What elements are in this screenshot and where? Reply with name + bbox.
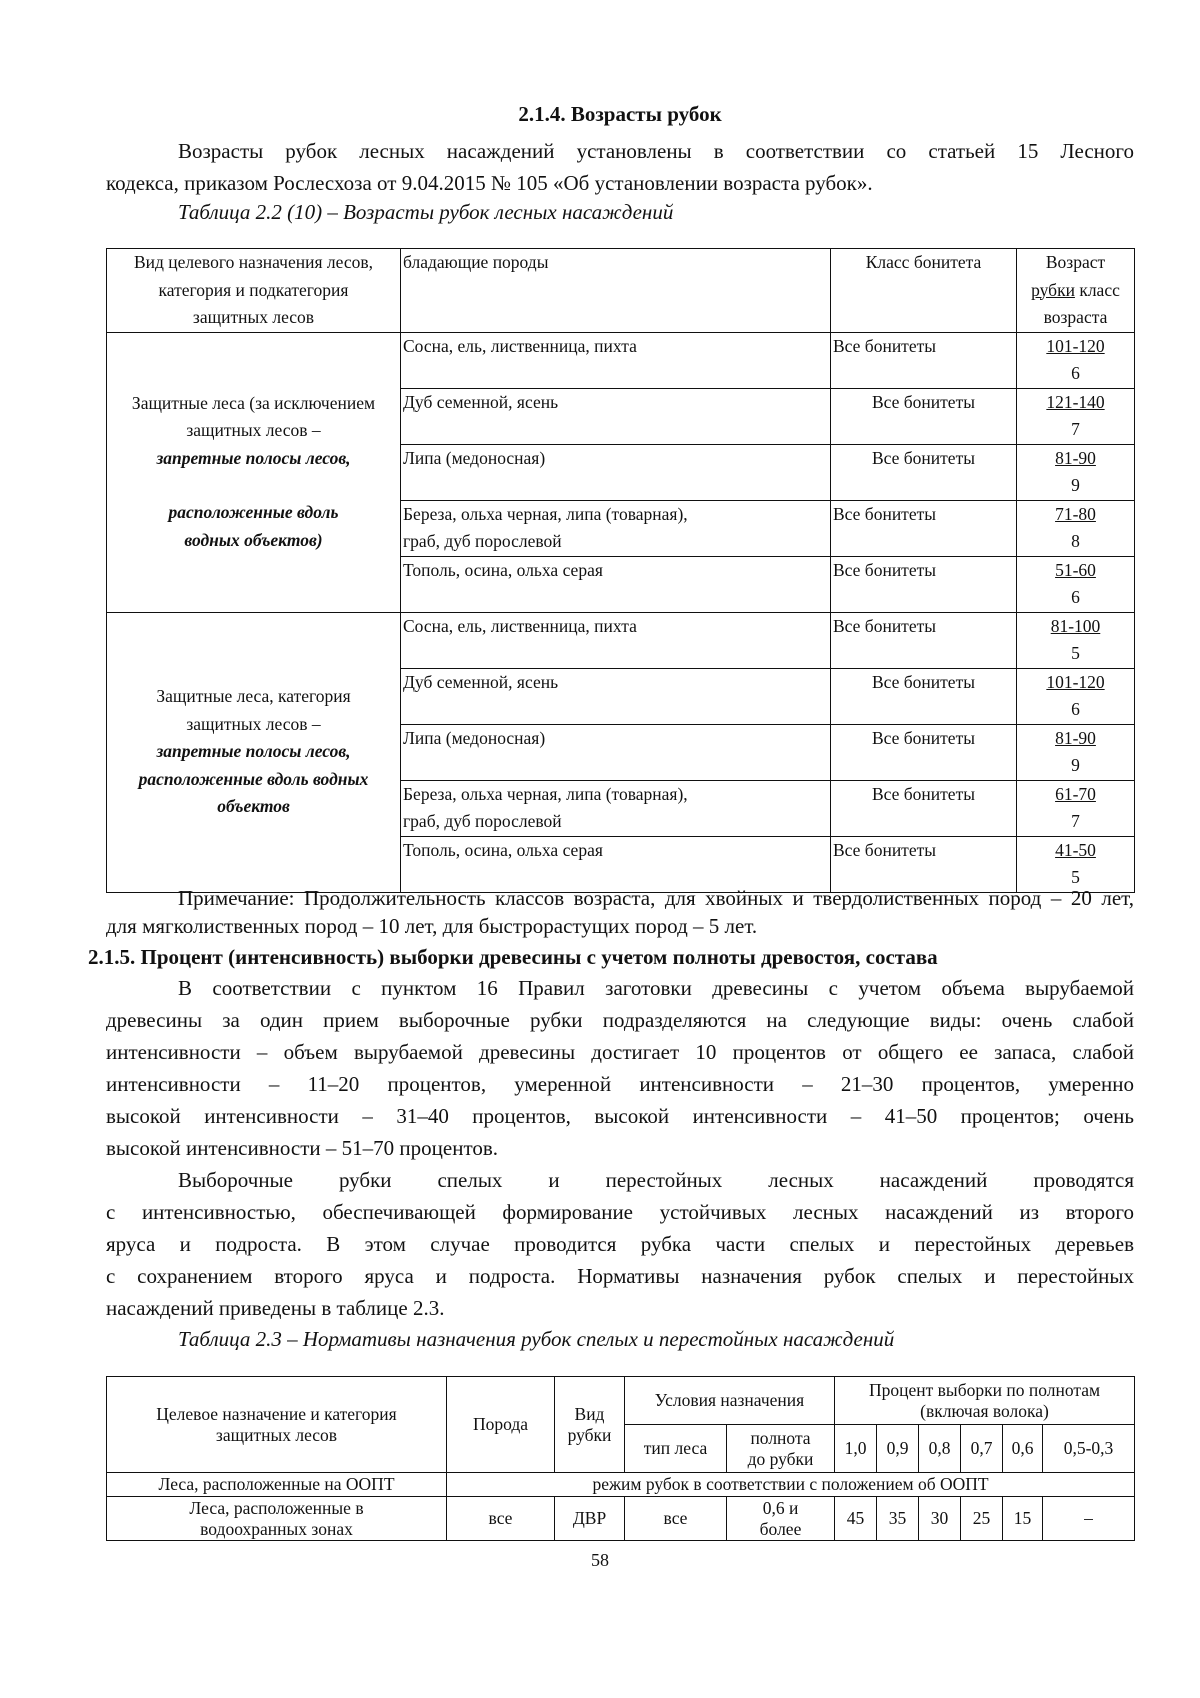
header-text: Вид целевого назначения лесов, (133, 252, 373, 272)
density-header: 0,9 (877, 1425, 919, 1473)
percent-cell: 15 (1003, 1497, 1043, 1541)
group-text: расположенные вдоль водных (138, 768, 369, 789)
percent-cell: 30 (919, 1497, 961, 1541)
group-text: защитных лесов – (186, 713, 321, 734)
density-text: более (759, 1518, 802, 1539)
density-text: 0,6 и (762, 1497, 799, 1518)
age-class: 9 (1071, 755, 1080, 775)
purpose-text: Леса, расположенные в (189, 1497, 364, 1518)
section-215-p2-line1: Выборочные рубки спелых и перестойных лесных насаждений проводятся (178, 1168, 1134, 1192)
purpose-text: водоохранных зонах (200, 1518, 353, 1539)
species-cell: Дуб семенной, ясень (401, 668, 831, 724)
table-23-header-percent (835, 1377, 1135, 1425)
age-range: 81-90 (1055, 447, 1096, 468)
age-cell (1017, 612, 1135, 668)
header-text: (включая волока) (920, 1400, 1049, 1421)
bonitet-cell: Все бонитеты (831, 668, 1017, 724)
section-215-p1-line2: древесины за один прием выборочные рубки подразделяются на следующие виды: очень слабой (106, 1008, 1134, 1032)
age-class: 7 (1071, 419, 1080, 439)
species-cell (401, 500, 831, 556)
species-text: Береза, ольха черная, липа (товарная), (403, 503, 688, 524)
density-cell (727, 1497, 835, 1541)
header-text: Целевое назначение и категория (156, 1403, 397, 1424)
section-215-p1-line4: интенсивности – 11–20 процентов, умеренной интенсивности – 21–30 процентов, умеренно (106, 1072, 1134, 1096)
header-text: категория и подкатегория (158, 279, 349, 300)
header-text: возраста (1043, 307, 1108, 327)
table-23 (106, 1376, 1135, 1541)
section-214-para-line2: кодекса, приказом Рослесхоза от 9.04.2015 № 105 «Об установлении возраста рубок». (106, 171, 873, 195)
purpose-cell (107, 1497, 447, 1541)
table-23-header-forest-type: тип леса (625, 1425, 727, 1473)
table-22-group1-cell (107, 332, 401, 612)
header-text: Процент выборки по полнотам (869, 1379, 1101, 1400)
table-22-caption: Таблица 2.2 (10) – Возрасты рубок лесных насаждений (178, 200, 674, 224)
species-cell: Тополь, осина, ольха серая (401, 556, 831, 612)
bonitet-cell: Все бонитеты (831, 836, 1017, 892)
age-cell (1017, 332, 1135, 388)
age-range: 51-60 (1055, 559, 1096, 580)
section-215-p1-line1: В соответствии с пунктом 16 Правил заготовки древесины с учетом объема вырубаемой (178, 976, 1134, 1000)
age-range: 41-50 (1055, 839, 1096, 860)
section-215-p1-line3: интенсивности – объем вырубаемой древесины достигает 10 процентов от общего ее запаса, слабой (106, 1040, 1134, 1064)
age-range: 61-70 (1055, 783, 1096, 804)
section-215-p2-line4: с сохранением второго яруса и подроста. Нормативы назначения рубок спелых и перестойных (106, 1264, 1134, 1288)
age-range: 101-120 (1046, 671, 1105, 692)
table-22-header-row (107, 249, 1135, 333)
table-22 (106, 248, 1135, 893)
age-range: 101-120 (1046, 335, 1105, 356)
section-215-title: 2.1.5. Процент (интенсивность) выборки древесины с учетом полноты древостоя, состава (88, 945, 938, 969)
section-215-p1-line5: высокой интенсивности – 31–40 процентов, высокой интенсивности – 41–50 процентов; очень (106, 1104, 1134, 1128)
table-22-header-purpose (107, 249, 401, 333)
header-text: полнота (750, 1427, 811, 1448)
age-class: 9 (1071, 475, 1080, 495)
note-line2: для мягколиственных пород – 10 лет, для быстрорастущих пород – 5 лет. (106, 914, 758, 938)
bonitet-cell: Все бонитеты (831, 780, 1017, 836)
table-row (107, 1473, 1135, 1497)
table-row (107, 612, 1135, 668)
section-214-para-line1: Возрасты рубок лесных насаждений установлены в соответствии со статьей 15 Лесного (178, 139, 1134, 163)
age-cell (1017, 668, 1135, 724)
table-23-header-kind (555, 1377, 625, 1473)
percent-cell: – (1043, 1497, 1135, 1541)
merged-regime-cell: режим рубок в соответствии с положением об ООПТ (447, 1473, 1135, 1497)
section-215-p2-line2: с интенсивностью, обеспечивающей формирование устойчивых лесных насаждений из второго (106, 1200, 1134, 1224)
age-range: 81-90 (1055, 727, 1096, 748)
header-text: защитных лесов (215, 1424, 338, 1445)
header-text: до рубки (747, 1448, 814, 1469)
table-23-caption: Таблица 2.3 – Нормативы назначения рубок спелых и перестойных насаждений (178, 1327, 895, 1351)
age-cell (1017, 500, 1135, 556)
species-cell: Липа (медоносная) (401, 444, 831, 500)
header-text: Возраст (1045, 252, 1106, 272)
bonitet-cell: Все бонитеты (831, 332, 1017, 388)
age-class: 6 (1071, 699, 1080, 719)
header-text: рубки (567, 1424, 612, 1445)
age-class: 6 (1071, 363, 1080, 383)
header-text (1019, 277, 1132, 305)
age-range: 81-100 (1050, 615, 1101, 636)
section-214-title: 2.1.4. Возрасты рубок (518, 102, 722, 126)
group-text: защитных лесов – (186, 420, 321, 441)
density-header: 0,6 (1003, 1425, 1043, 1473)
species-cell: все (447, 1497, 555, 1541)
age-cell (1017, 556, 1135, 612)
age-range: 71-80 (1055, 503, 1096, 524)
bonitet-cell: Все бонитеты (831, 556, 1017, 612)
page-number: 58 (591, 1550, 609, 1570)
percent-cell: 45 (835, 1497, 877, 1541)
header-text: класс (1074, 279, 1120, 300)
age-class: 5 (1071, 867, 1080, 887)
bonitet-cell: Все бонитеты (831, 612, 1017, 668)
table-23-header-purpose (107, 1377, 447, 1473)
age-range: 121-140 (1046, 391, 1105, 412)
age-class: 8 (1071, 531, 1080, 551)
bonitet-cell: Все бонитеты (831, 500, 1017, 556)
species-cell: Липа (медоносная) (401, 724, 831, 780)
age-cell (1017, 780, 1135, 836)
table-22-header-species: бладающие породы (401, 249, 831, 333)
species-cell: Сосна, ель, лиственница, пихта (401, 612, 831, 668)
table-22-header-bonitet: Класс бонитета (831, 249, 1017, 333)
table-22-group2-cell (107, 612, 401, 892)
table-row (107, 1497, 1135, 1541)
group-text: расположенные вдоль (168, 502, 339, 523)
species-text: граб, дуб порослевой (403, 811, 562, 831)
age-class: 6 (1071, 587, 1080, 607)
forest-type-cell: все (625, 1497, 727, 1541)
group-text: запретные полосы лесов, (156, 741, 351, 762)
table-23-header-conditions: Условия назначения (625, 1377, 835, 1425)
spacer (109, 472, 398, 499)
group-text: водных объектов) (184, 529, 323, 550)
bonitet-cell: Все бонитеты (831, 444, 1017, 500)
header-text-underlined: рубки (1031, 279, 1075, 300)
species-text: Береза, ольха черная, липа (товарная), (403, 783, 688, 804)
percent-cell: 35 (877, 1497, 919, 1541)
group-text: запретные полосы лесов, (156, 447, 351, 468)
group-text: объектов (217, 796, 290, 817)
group-text: Защитные леса (за исключением (131, 392, 376, 413)
age-cell (1017, 724, 1135, 780)
header-text: защитных лесов (192, 307, 315, 327)
species-cell: Дуб семенной, ясень (401, 388, 831, 444)
bonitet-cell: Все бонитеты (831, 724, 1017, 780)
section-215-p1-line6: высокой интенсивности – 51–70 процентов. (106, 1136, 499, 1160)
table-22-header-age (1017, 249, 1135, 333)
percent-cell: 25 (961, 1497, 1003, 1541)
age-cell (1017, 444, 1135, 500)
density-header: 1,0 (835, 1425, 877, 1473)
density-header: 0,7 (961, 1425, 1003, 1473)
kind-cell: ДВР (555, 1497, 625, 1541)
age-class: 5 (1071, 643, 1080, 663)
section-215-p2-line3: яруса и подроста. В этом случае проводится рубка части спелых и перестойных деревьев (106, 1232, 1134, 1256)
group-text: Защитные леса, категория (156, 686, 351, 707)
table-23-header-species: Порода (447, 1377, 555, 1473)
age-class: 7 (1071, 811, 1080, 831)
table-23-header-density (727, 1425, 835, 1473)
density-header: 0,5-0,3 (1043, 1425, 1135, 1473)
purpose-cell: Леса, расположенные на ООПТ (107, 1473, 447, 1497)
table-23-header-row1 (107, 1377, 1135, 1425)
note-line1: Примечание: Продолжительность классов возраста, для хвойных и твердолиственных пород – 20 лет, (178, 886, 1134, 910)
density-header: 0,8 (919, 1425, 961, 1473)
age-cell (1017, 388, 1135, 444)
species-cell: Сосна, ель, лиственница, пихта (401, 332, 831, 388)
species-cell: Тополь, осина, ольха серая (401, 836, 831, 892)
header-text: Вид (574, 1403, 605, 1424)
species-cell (401, 780, 831, 836)
table-row (107, 332, 1135, 388)
section-215-p2-line5: насаждений приведены в таблице 2.3. (106, 1296, 445, 1320)
bonitet-cell: Все бонитеты (831, 388, 1017, 444)
species-text: граб, дуб порослевой (403, 531, 562, 551)
